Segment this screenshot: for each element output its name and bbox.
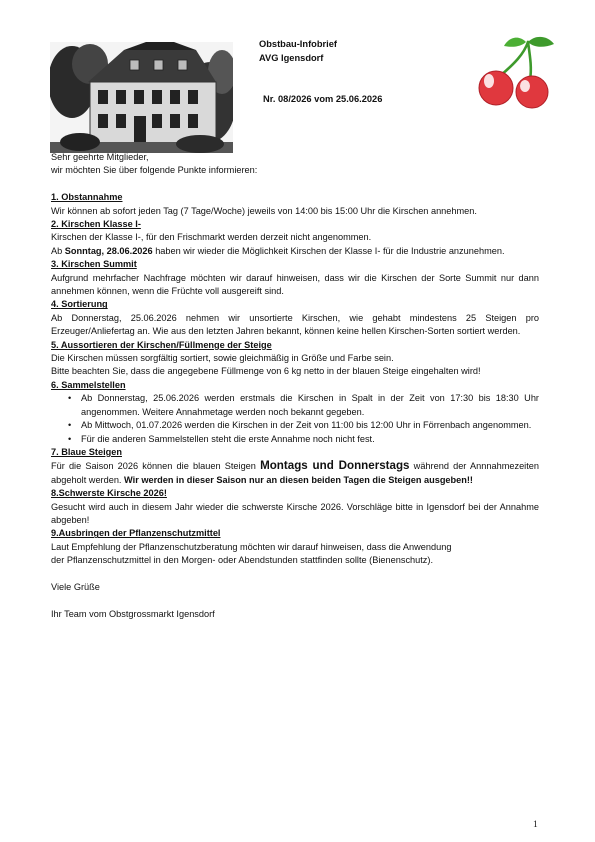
date-highlight: Sonntag, 28.06.2026 [64, 245, 153, 256]
closing-regards: Viele Grüße [51, 581, 100, 592]
section-text-summit: Aufgrund mehrfacher Nachfrage möchten wir darauf hinweisen, dass wir die Kirschen der Sorte Summit nur dann annehmen können, wenn die Früchte voll ausgereift sind. [51, 272, 539, 297]
newsletter-title: Obstbau-Infobrief [259, 39, 337, 49]
section-heading-summit: 3. Kirschen Summit [51, 259, 137, 270]
list-item: • Ab Donnerstag, 25.06.2026 werden erstmals die Kirschen in Spalt in der Zeit von 17:30 bis 18:30 Uhr angenommen. Weitere Annahmetage werden noch bekannt gegeben. [68, 393, 539, 417]
section-heading-klasse: 2. Kirschen Klasse I- [51, 219, 141, 230]
list-item: • Für die anderen Sammelstellen steht die erste Annahme noch nicht fest. [51, 433, 539, 446]
intro-text: wir möchten Sie über folgende Punkte informieren: [51, 165, 258, 176]
section-heading-sammelstellen: 6. Sammelstellen [51, 379, 126, 390]
section-text-pflanzenschutz-1: Laut Empfehlung der Pflanzenschutzberatung möchten wir darauf hinweisen, dass die Anwendung [51, 541, 452, 552]
notice-highlight: Wir werden in dieser Saison nur an diesen beiden Tagen die Steigen ausgeben!! [124, 474, 473, 485]
issue-number: Nr. 08/2026 vom 25.06.2026 [263, 94, 383, 104]
section-heading-sortierung: 4. Sortierung [51, 299, 108, 310]
newsletter-organization: AVG Igensdorf [259, 53, 324, 63]
bullet-icon: • [68, 420, 72, 431]
page-number: 1 [533, 820, 538, 830]
section-heading-obstannahme: 1. Obstannahme [51, 192, 123, 203]
closing-signature: Ihr Team vom Obstgrossmarkt Igensdorf [51, 608, 215, 619]
bullet-icon: • [68, 393, 72, 404]
newsletter-header [259, 37, 337, 65]
section-text-aussortieren-1: Die Kirschen müssen sorgfältig sortiert, sowie gleichmäßig in Größe und Farbe sein. [51, 353, 394, 364]
section-heading-blaue-steigen: 7. Blaue Steigen [51, 446, 122, 457]
section-text-schwerste-kirsche: Gesucht wird auch in diesem Jahr wieder die schwerste Kirsche 2026. Vorschläge bitte in Igensdorf bei der Annahme abgeben! [51, 501, 539, 525]
sammelstellen-list [51, 392, 539, 446]
section-text-obstannahme: Wir können ab sofort jeden Tag (7 Tage/Woche) jeweils von 14:00 bis 15:00 Uhr die Kirschen annehmen. [51, 205, 477, 216]
section-text-klasse-1: Kirschen der Klasse I-, für den Frischmarkt werden derzeit nicht angenommen. [51, 232, 372, 243]
letter-body [51, 151, 539, 621]
days-highlight: Montags und Donnerstags [260, 459, 410, 473]
section-heading-aussortieren: 5. Aussortieren der Kirschen/Füllmenge der Steige [51, 339, 272, 350]
section-text-klasse-2: Ab Sonntag, 28.06.2026 haben wir wieder die Möglichkeit Kirschen der Klasse I- für die Industrie anzunehmen. [51, 245, 505, 256]
section-heading-pflanzenschutz: 9.Ausbringen der Pflanzenschutzmittel [51, 528, 221, 539]
section-heading-schwerste-kirsche: 8.Schwerste Kirsche 2026! [51, 488, 167, 499]
building-illustration [50, 42, 233, 153]
salutation: Sehr geehrte Mitglieder, [51, 152, 149, 162]
section-text-blaue-steigen: Für die Saison 2026 können die blauen Steigen Montags und Donnerstags während der Annnahmezeiten abgeholt werden. Wir werden in dieser Saison nur an diesen beiden Tagen die Steigen ausgeben!! [51, 459, 539, 485]
list-item: • Ab Mittwoch, 01.07.2026 werden die Kirschen in der Zeit von 11:00 bis 12:00 Uhr in Förrenbach angenommen. [51, 419, 539, 432]
section-text-pflanzenschutz-2: der Pflanzenschutzmittel in den Morgen- oder Abendstunden stattfinden sollte (Bienenschutz). [51, 555, 434, 566]
section-text-sortierung: Ab Donnerstag, 25.06.2026 nehmen wir unsortierte Kirschen, wie gehabt mindestens 25 Steigen pro Erzeuger/Anliefertag an. Wie aus den letzten Jahren bekannt, können keine hellen Kirschen-Sorten sortiert werden. [51, 312, 539, 337]
cherries-logo [474, 30, 564, 110]
bullet-icon: • [68, 433, 72, 444]
section-text-aussortieren-2: Bitte beachten Sie, dass die angegebene Füllmenge von 6 kg netto in der blauen Steige eingehalten wird! [51, 366, 481, 377]
